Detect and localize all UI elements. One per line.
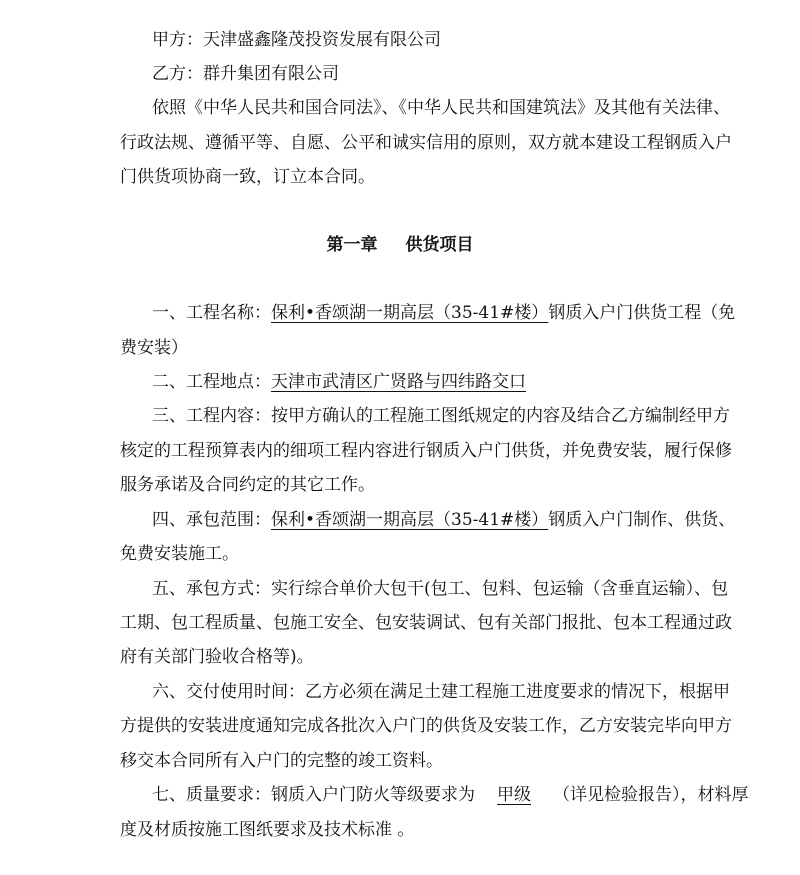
item-4-prefix: 四、承包范围： [152,510,271,530]
item-4-project-name: 保利•香颂湖一期高层（35-41#楼） [271,510,549,530]
preamble-line-3: 门供货项协商一致，订立本合同。 [120,167,375,187]
chapter-heading [0,228,800,262]
item-4-line-1 [0,503,800,537]
party-b-line: 乙方：群升集团有限公司 [152,64,339,84]
item-6-line-1: 六、交付使用时间：乙方必须在满足土建工程施工进度要求的情况下，根据甲 [152,682,730,702]
item-3-line-2: 核定的工程预算表内的细项工程内容进行钢质入户门供货，并免费安装，履行保修 [120,441,732,461]
item-7-line-1 [0,778,800,812]
chapter-title: 供货项目 [405,235,474,255]
item-5-line-1: 五、承包方式：实行综合单价大包干(包工、包料、包运输（含垂直运输）、包 [152,579,729,599]
chapter-number: 第一章 [326,235,378,255]
item-7-fire-grade: 甲级 [497,785,531,805]
item-6-line-3: 移交本合同所有入户门的完整的竣工资料。 [120,751,443,771]
item-7-line-2: 度及材质按施工图纸要求及技术标准 。 [120,820,415,840]
item-1-project-name: 保利•香颂湖一期高层（35-41#楼） [271,303,549,323]
item-4-line-2: 免费安装施工。 [120,544,239,564]
item-3-line-1: 三、工程内容：按甲方确认的工程施工图纸规定的内容及结合乙方编制经甲方 [152,406,730,426]
item-7-prefix: 七、质量要求：钢质入户门防火等级要求为 [152,785,475,805]
preamble-line-2: 行政法规、遵循平等、自愿、公平和诚实信用的原则，双方就本建设工程钢质入户 [120,133,732,153]
item-1-line-2: 费安装） [120,338,188,358]
item-3-line-3: 服务承诺及合同约定的其它工作。 [120,475,375,495]
item-4-rest: 钢质入户门制作、供货、 [548,510,736,530]
item-2-line [0,365,800,399]
item-7-rest: （详见检验报告），材料厚 [553,785,749,805]
item-5-line-2: 工期、包工程质量、包施工安全、包安装调试、包有关部门报批、包本工程通过政 [120,613,732,633]
preamble-line-1: 依照《中华人民共和国合同法》、《中华人民共和国建筑法》及其他有关法律、 [152,98,730,118]
party-a-line: 甲方：天津盛鑫隆茂投资发展有限公司 [152,30,441,50]
item-6-line-2: 方提供的安装进度通知完成各批次入户门的供货及安装工作，乙方安装完毕向甲方 [120,716,732,736]
item-5-line-3: 府有关部门验收合格等)。 [120,647,314,667]
item-2-location: 天津市武清区广贤路与四纬路交口 [271,372,526,392]
item-1-line-1 [0,296,800,330]
item-1-prefix: 一、工程名称： [152,303,271,323]
item-2-prefix: 二、工程地点： [152,372,271,392]
item-1-rest: 钢质入户门供货工程（免 [548,303,736,323]
